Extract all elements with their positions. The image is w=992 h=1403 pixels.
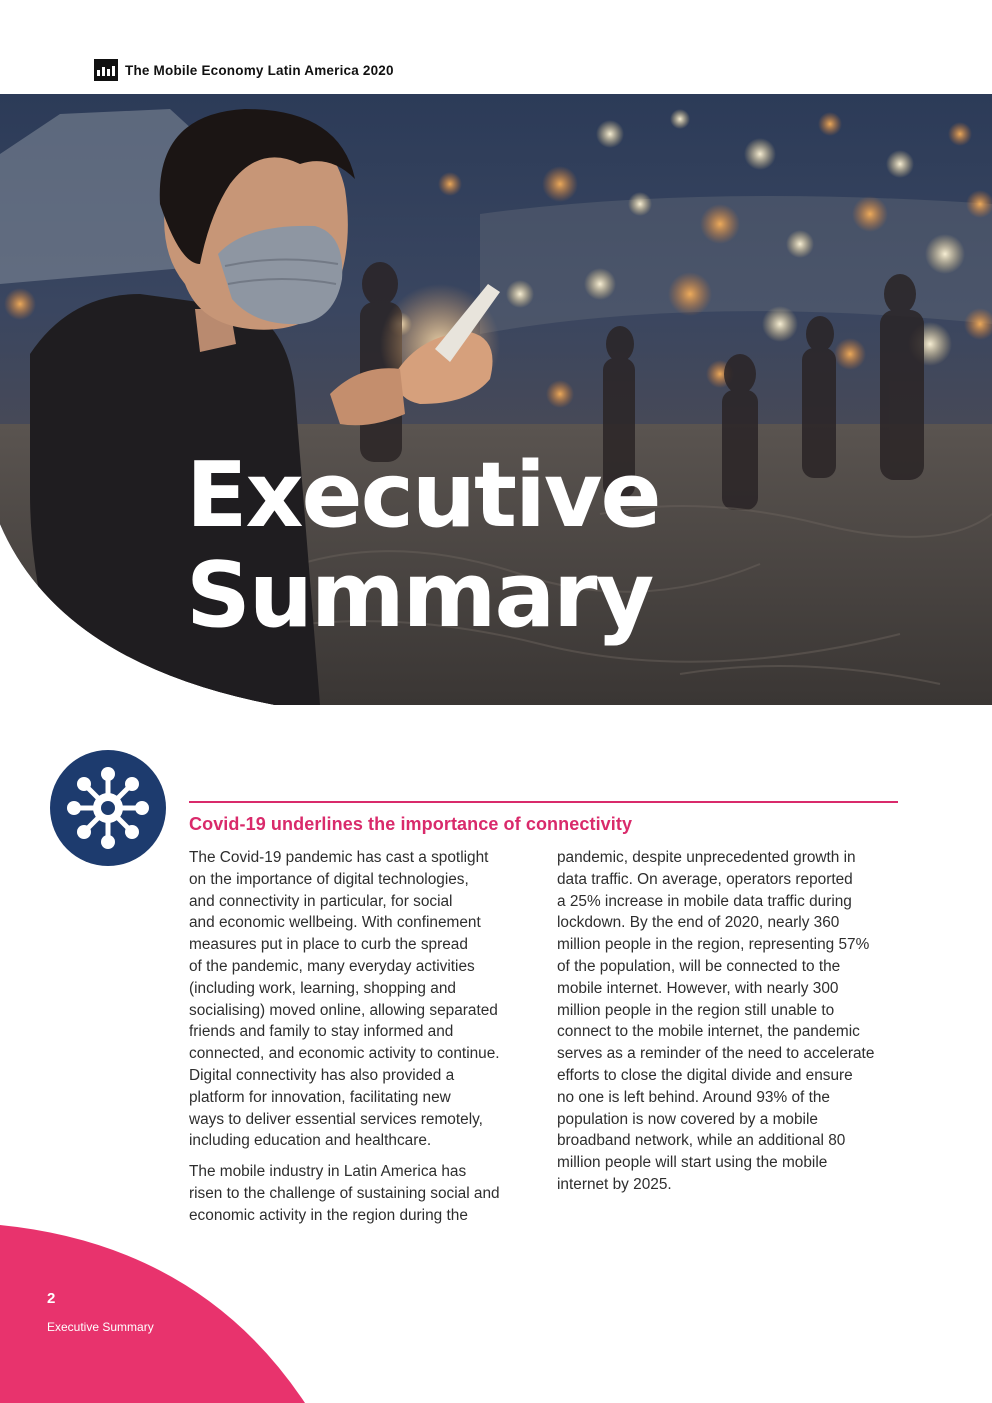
section-divider <box>189 801 898 803</box>
title-line-2: Summary <box>186 543 653 648</box>
title-line-1: Executive <box>186 443 660 548</box>
body-paragraph: The mobile industry in Latin America has risen to the challenge of sustaining social and economic activity in the region during the <box>189 1163 500 1224</box>
gsma-building-logo-icon <box>94 59 118 81</box>
hero-section <box>0 94 992 705</box>
virus-icon <box>50 750 166 866</box>
section-heading: Covid-19 underlines the importance of connectivity <box>189 814 633 834</box>
document-title: The Mobile Economy Latin America 2020 <box>125 62 394 78</box>
footer-section-label: Executive Summary <box>47 1320 154 1334</box>
text-column-right <box>557 847 907 1205</box>
page-title <box>186 443 660 648</box>
page-number: 2 <box>47 1290 56 1307</box>
body-paragraph: The Covid-19 pandemic has cast a spotlight on the importance of digital technologies, and connectivity in particular, for social and economic wellbeing. With confinement measures put in place to curb the spread of the pandemic, many everyday activities (including work, learning, shopping and socialising) moved online, allowing separated friends and family to stay informed and connected, and economic activity to continue. Digital connectivity has also provided a platform for innovation, facilitating new ways to deliver essential services remotely, including education and healthcare. <box>189 849 500 1150</box>
footer-corner-shape <box>0 1225 310 1403</box>
text-column-left <box>189 847 539 1236</box>
body-paragraph: pandemic, despite unprecedented growth in data traffic. On average, operators reported a 25% increase in mobile data traffic during lockdown. By the end of 2020, nearly 360 million people in the region, representing 57% of the population, will be connected to the mobile internet. However, with nearly 300 million people in the region still unable to connect to the mobile internet, the pandemic serves as a reminder of the need to accelerate efforts to close the digital divide and ensure no one is left behind. Around 93% of the population is now covered by a mobile broadband network, while an additional 80 million people will start using the mobile internet by 2025. <box>557 849 875 1193</box>
page-header <box>94 58 394 82</box>
